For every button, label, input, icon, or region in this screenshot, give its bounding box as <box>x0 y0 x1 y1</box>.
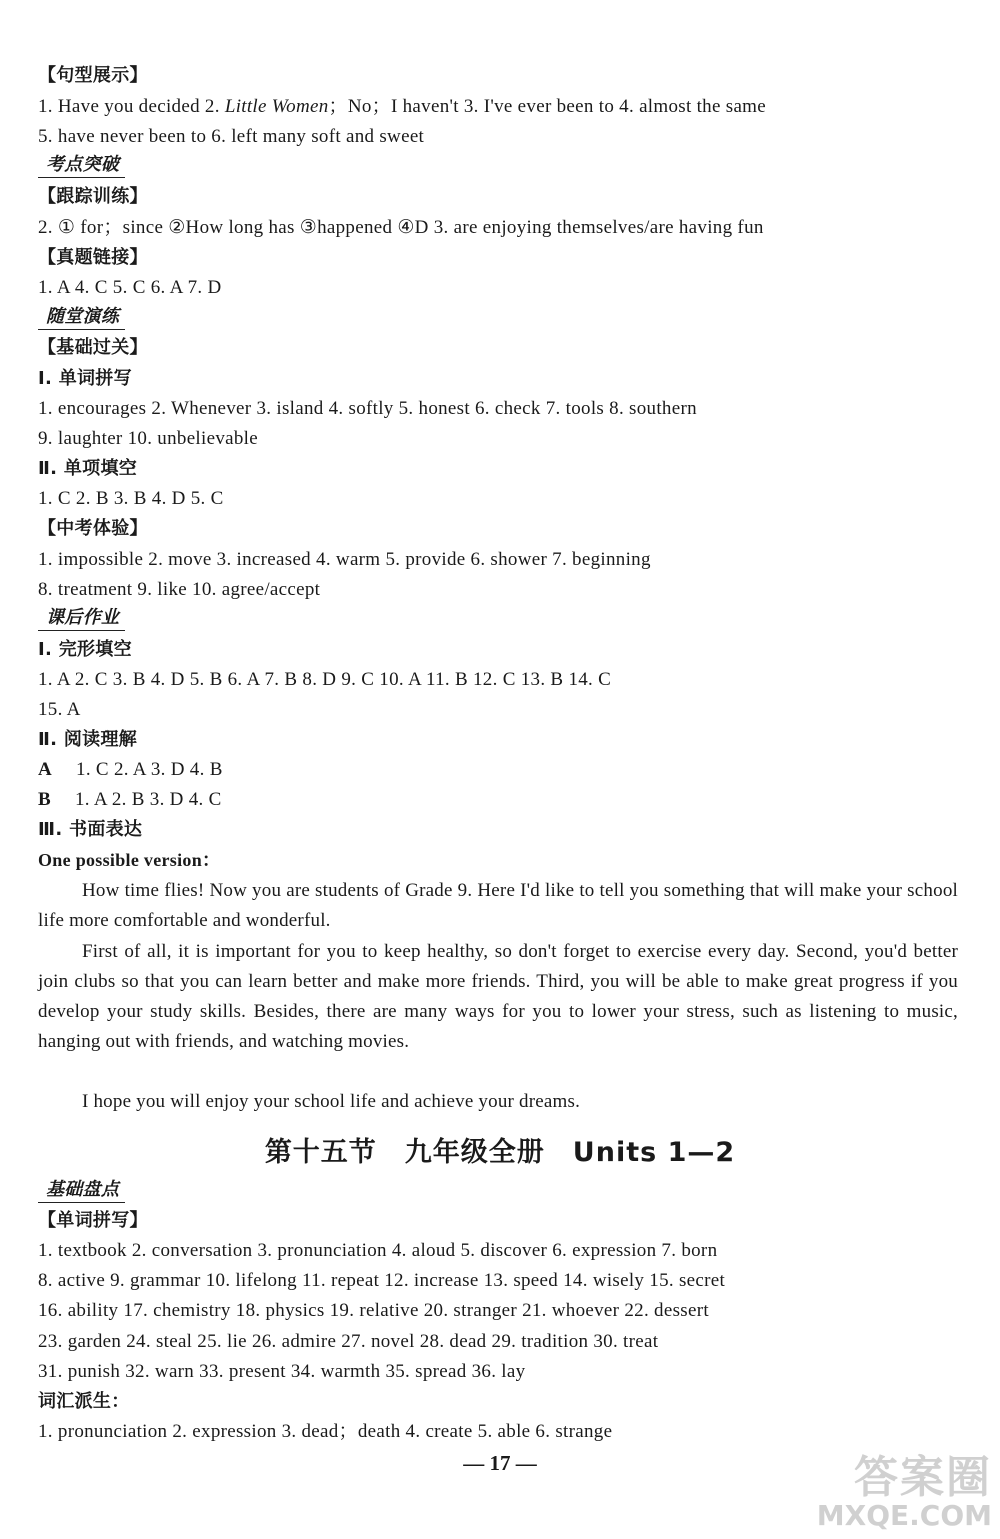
watermark-logo <box>816 1452 992 1532</box>
answer-line <box>38 757 223 783</box>
answer-text: 1. Have you decided 2. <box>38 96 225 117</box>
answer-text: 1. A 2. B 3. D 4. C <box>74 789 222 810</box>
subheading-word-derivation: 词汇派生： <box>38 1391 130 1412</box>
section-heading-class-practice: 随堂演练 <box>38 305 125 330</box>
version-label: One possible version： <box>38 850 221 870</box>
header-basic-level: 【基础过关】 <box>38 337 148 358</box>
answer-line: 1. A 4. C 5. C 6. A 7. D <box>38 277 222 298</box>
answer-line: 5. have never been to 6. left many soft and sweet <box>38 126 425 147</box>
answer-line: 15. A <box>38 699 81 720</box>
header-exam-links: 【真题链接】 <box>38 247 148 268</box>
answer-line: 23. garden 24. steal 25. lie 26. admire 27. novel 28. dead 29. tradition 30. treat <box>38 1331 659 1352</box>
subheading-single-choice: Ⅱ. 单项填空 <box>38 458 138 479</box>
book-title: Little Women <box>224 96 329 117</box>
subheading-writing: Ⅲ. 书面表达 <box>38 819 143 840</box>
section-heading-homework: 课后作业 <box>38 606 125 631</box>
answer-line: 1. impossible 2. move 3. increased 4. warm 5. provide 6. shower 7. beginning <box>38 549 651 570</box>
header-sentence-patterns: 【句型展示】 <box>38 65 148 86</box>
watermark-cn: 答案圈 <box>854 1452 992 1503</box>
header-tracking-practice: 【跟踪训练】 <box>38 186 148 207</box>
answer-line <box>38 94 766 120</box>
answer-line <box>38 787 222 813</box>
answer-line: 16. ability 17. chemistry 18. physics 19. relative 20. stranger 21. whoever 22. dessert <box>38 1300 709 1321</box>
answer-line: 1. pronunciation 2. expression 3. dead；death 4. create 5. able 6. strange <box>38 1421 613 1442</box>
subheading-reading: Ⅱ. 阅读理解 <box>38 729 138 750</box>
essay-paragraph: I hope you will enjoy your school life and achieve your dreams. <box>82 1091 581 1112</box>
page-number: — 17 — <box>463 1451 537 1475</box>
answer-text: 1. C 2. A 3. D 4. B <box>76 759 223 780</box>
answer-line: 9. laughter 10. unbelievable <box>38 428 258 449</box>
header-word-spelling: 【单词拼写】 <box>38 1210 148 1231</box>
subheading-word-spelling: Ⅰ. 单词拼写 <box>38 368 132 389</box>
lesson-title: 第十五节 九年级全册 Units 1—2 <box>264 1137 736 1168</box>
essay-paragraph: First of all, it is important for you to keep healthy, so don't forget to exercise every day. Second, you'd better join clubs so that you can learn better and make more friends. Third, you will be able to make great progress if you develop your study skills. Besides, there are many ways for you to lower your stress, such as listening to music, hanging out with friends, and watching movies. <box>38 941 958 1052</box>
section-heading-key-points: 考点突破 <box>38 153 125 178</box>
essay-paragraph: How time flies! Now you are students of Grade 9. Here I'd like to tell you something that will make your school life more comfortable and wonderful. <box>38 880 958 931</box>
passage-label: B <box>38 789 51 810</box>
answer-line: 1. textbook 2. conversation 3. pronunciation 4. aloud 5. discover 6. expression 7. born <box>38 1240 718 1261</box>
answer-line: 8. active 9. grammar 10. lifelong 11. repeat 12. increase 13. speed 14. wisely 15. secret <box>38 1270 726 1291</box>
watermark-en: MXQE.COM <box>816 1499 992 1532</box>
subheading-cloze: Ⅰ. 完形填空 <box>38 639 132 660</box>
answer-line: 1. A 2. C 3. B 4. D 5. B 6. A 7. B 8. D 9. C 10. A 11. B 12. C 13. B 14. C <box>38 669 612 690</box>
answer-line: 2. ① for；since ②How long has ③happened ④D 3. are enjoying themselves/are having fun <box>38 217 764 238</box>
answer-line: 1. encourages 2. Whenever 3. island 4. softly 5. honest 6. check 7. tools 8. southern <box>38 398 697 419</box>
answer-line: 1. C 2. B 3. B 4. D 5. C <box>38 488 224 509</box>
section-heading-basics-review: 基础盘点 <box>38 1178 125 1203</box>
header-exam-experience: 【中考体验】 <box>38 518 148 539</box>
passage-label: A <box>38 759 53 780</box>
answer-line: 31. punish 32. warn 33. present 34. warmth 35. spread 36. lay <box>38 1361 526 1382</box>
answer-text: ；No；I haven't 3. I've ever been to 4. almost the same <box>328 96 766 117</box>
answer-line: 8. treatment 9. like 10. agree/accept <box>38 579 321 600</box>
